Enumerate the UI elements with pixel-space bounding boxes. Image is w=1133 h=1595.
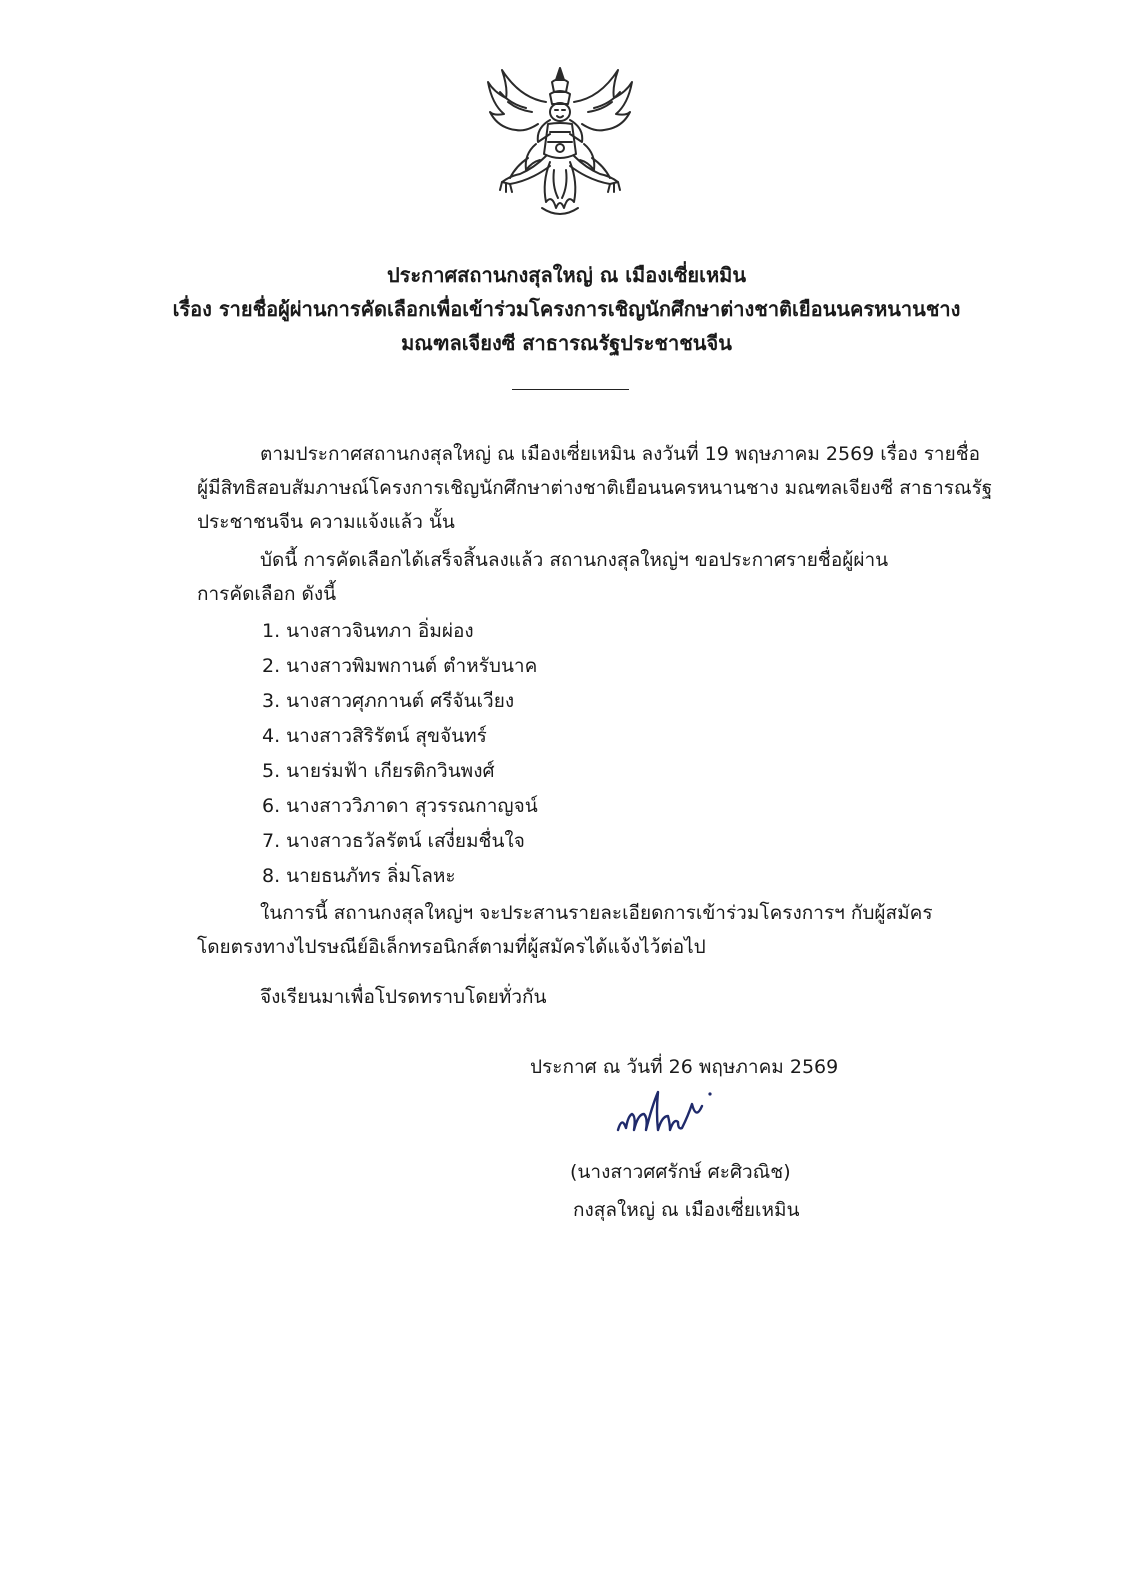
list-item: 3. นางสาวศุภกานต์ ศรีจันเวียง (262, 690, 515, 712)
list-item: 7. นางสาวธวัลรัตน์ เสงี่ยมชื่นใจ (262, 830, 525, 852)
intro-line-2: ผู้มีสิทธิสอบสัมภาษณ์โครงการเชิญนักศึกษาต่างชาติเยือนนครหนานชาง มณฑลเจียงซี สาธารณรัฐ (197, 477, 993, 499)
selection-line-1: บัดนี้ การคัดเลือกได้เสร็จสิ้นลงแล้ว สถานกงสุลใหญ่ฯ ขอประกาศรายชื่อผู้ผ่าน (260, 549, 889, 571)
signatory-position: กงสุลใหญ่ ณ เมืองเซี่ยเหมิน (573, 1199, 800, 1221)
signatory-name: (นางสาวศศรักษ์ ศะศิวณิช) (570, 1161, 791, 1183)
selection-paragraph (197, 543, 959, 611)
intro-line-3: ประชาชนจีน ความแจ้งแล้ว นั้น (197, 511, 455, 533)
intro-line-1: ตามประกาศสถานกงสุลใหญ่ ณ เมืองเซี่ยเหมิน ลงวันที่ 19 พฤษภาคม 2569 เรื่อง รายชื่อ (260, 443, 981, 465)
coordination-paragraph (197, 896, 959, 964)
list-item: 5. นายร่มฟ้า เกียรติกวินพงศ์ (262, 760, 495, 782)
list-item: 6. นางสาววิภาดา สุวรรณกาญจน์ (262, 795, 538, 817)
header-line-1: ประกาศสถานกงสุลใหญ่ ณ เมืองเซี่ยเหมิน (386, 263, 747, 287)
announcement-title (0, 258, 1133, 360)
intro-paragraph (197, 437, 993, 539)
header-line-3: มณฑลเจียงซี สาธารณรัฐประชาชนจีน (401, 331, 732, 355)
list-item: 4. นางสาวสิริรัตน์ สุขจันทร์ (262, 725, 487, 747)
coordination-line-1: ในการนี้ สถานกงสุลใหญ่ฯ จะประสานรายละเอียดการเข้าร่วมโครงการฯ กับผู้สมัคร (260, 902, 933, 924)
header-divider (512, 389, 629, 390)
selection-line-2: การคัดเลือก ดังนี้ (197, 583, 337, 605)
list-item: 1. นางสาวจินทภา อิ่มผ่อง (262, 620, 474, 642)
header-line-2: เรื่อง รายชื่อผู้ผ่านการคัดเลือกเพื่อเข้าร่วมโครงการเชิญนักศึกษาต่างชาติเยือนนครหนานชาง (172, 297, 961, 321)
list-item: 2. นางสาวพิมพกานต์ ตำหรับนาค (262, 655, 538, 677)
announcement-date: ประกาศ ณ วันที่ 26 พฤษภาคม 2569 (530, 1056, 839, 1078)
list-item: 8. นายธนภัทร ลิ่มโลหะ (262, 865, 456, 887)
closing-line: จึงเรียนมาเพื่อโปรดทราบโดยทั่วกัน (260, 986, 547, 1008)
handwritten-signature (612, 1086, 772, 1146)
garuda-emblem-icon (480, 58, 640, 226)
coordination-line-2: โดยตรงทางไปรษณีย์อิเล็กทรอนิกส์ตามที่ผู้สมัครได้แจ้งไว้ต่อไป (197, 936, 706, 958)
